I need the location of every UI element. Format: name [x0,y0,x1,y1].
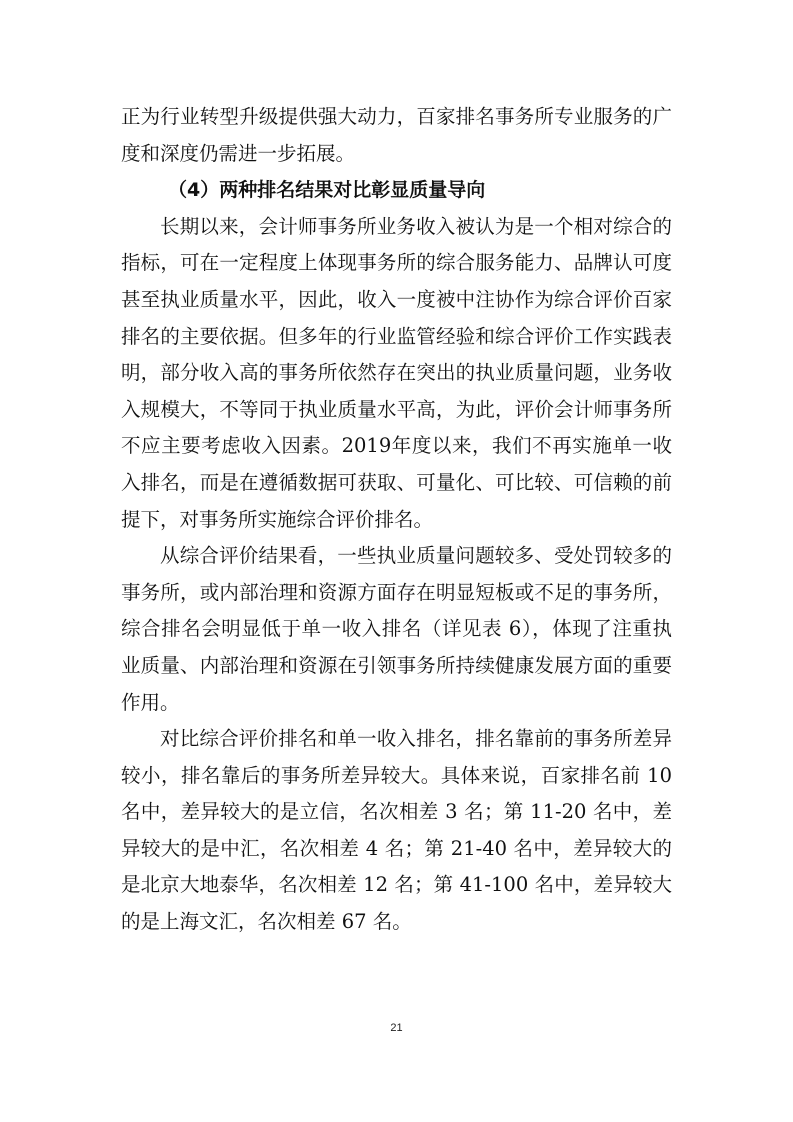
section-heading: （4）两种排名结果对比彰显质量导向 [168,179,486,202]
continuation-paragraph: 正为行业转型升级提供强大动力，百家排名事务所专业服务的广度和深度仍需进一步拓展。 [121,105,672,165]
ranking-comparison-paragraph: 对比综合评价排名和单一收入排名，排名靠前的事务所差异较小，排名靠后的事务所差异较大。具体来说，百家排名前 10 名中，差异较大的是立信，名次相差 3 名；第 11-20 名中，差异较大的是中汇，名次相差 4 名；第 21-40 名中，差异较大的是北京大地泰华，名次相差 12 名；第 41-100 名中，差异较大的是上海文汇，名次相差 67 名。 [121,727,672,934]
page-number: 21 [390,1022,403,1034]
evaluation-results-paragraph: 从综合评价结果看，一些执业质量问题较多、受处罚较多的事务所，或内部治理和资源方面存在明显短板或不足的事务所，综合排名会明显低于单一收入排名（详见表 6），体现了注重执业质量、内部治理和资源在引领事务所持续健康发展方面的重要作用。 [121,544,672,714]
body-text [121,99,672,941]
income-ranking-paragraph: 长期以来，会计师事务所业务收入被认为是一个相对综合的指标，可在一定程度上体现事务所的综合服务能力、品牌认可度甚至执业质量水平，因此，收入一度被中注协作为综合评价百家排名的主要依据。但多年的行业监管经验和综合评价工作实践表明，部分收入高的事务所依然存在突出的执业质量问题，业务收入规模大，不等同于执业质量水平高，为此，评价会计师事务所不应主要考虑收入因素。2019年度以来，我们不再实施单一收入排名，而是在遵循数据可获取、可量化、可比较、可信赖的前提下，对事务所实施综合评价排名。 [121,214,672,531]
